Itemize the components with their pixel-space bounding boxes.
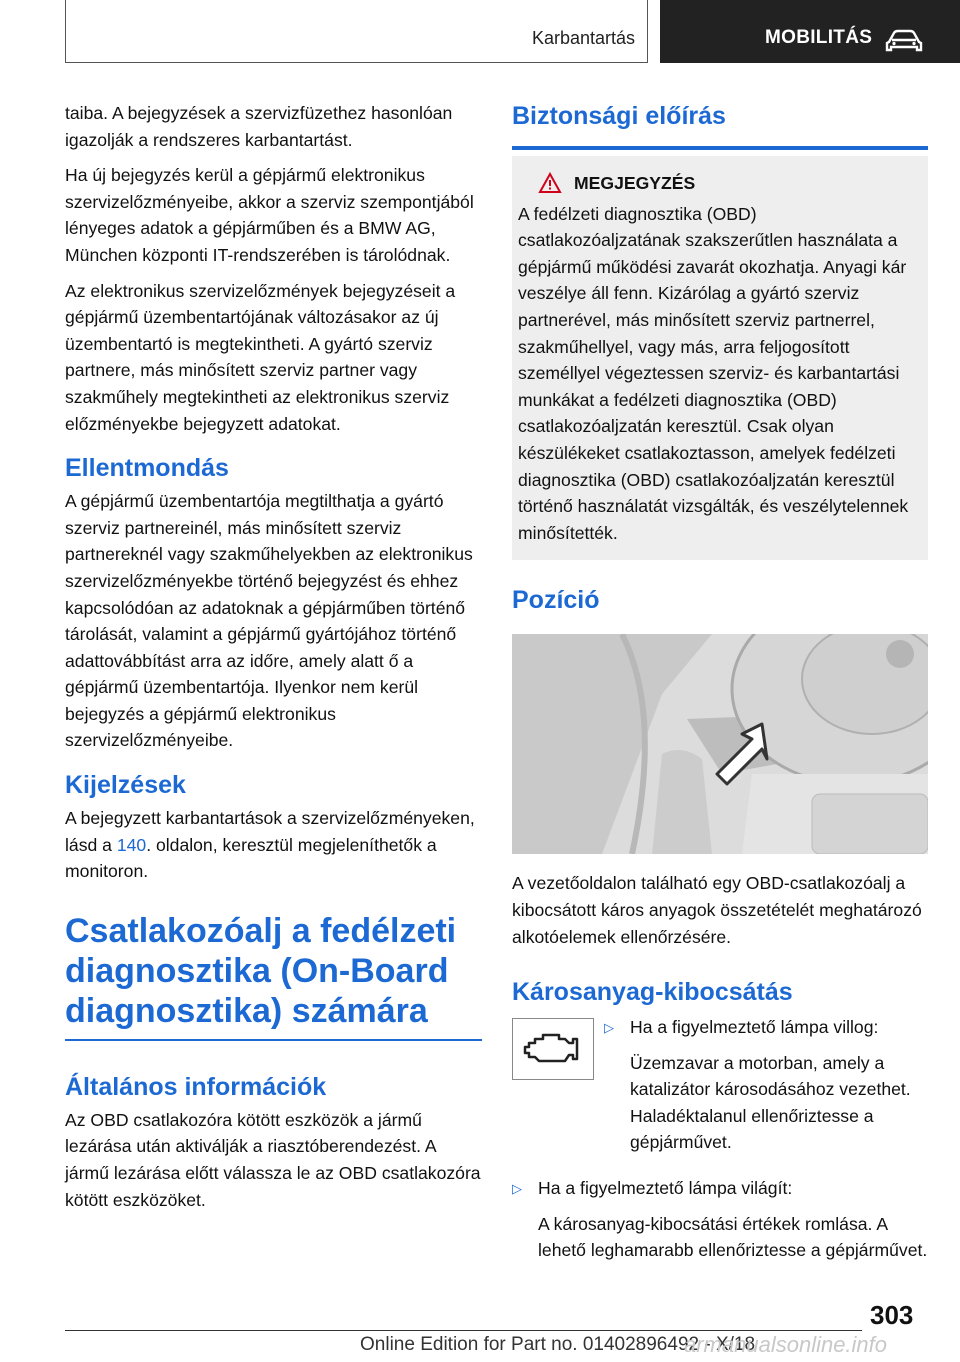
bullet-text: Üzemzavar a motorban, amely a katalizátor károsodásához vezethet. Haladéktalanul ellenőriztesse a gépjárművet. [630, 1052, 911, 1153]
obd-location-photo [512, 634, 928, 854]
check-engine-icon [512, 1018, 594, 1080]
heading-kijelzesek: Kijelzések [65, 771, 186, 800]
notice-box [512, 156, 928, 560]
header-section-box [65, 0, 648, 63]
paragraph: A gépjármű üzembentartója megtilthatja a gyártó szerviz partnereinél, más minősített szerviz partnereknél vagy szakműhelyekben az elektronikus szervizelőzményekbe történő bejegyzést és ehhez kapcsolódóan az adatoknak a gépjárműben történő tárolását, valamint a gépjármű gyártójához történő adattovábbítást arra az időre, amely alatt ő a gépjármű üzembentartója. Ilyenkor nem kerül bejegyzés a gépjármű elektronikus szervizelőzményeibe. [65, 491, 473, 751]
bullet-title: Ha a figyelmeztető lámpa villog: [630, 1017, 879, 1038]
text: . oldalon, keresztül megjeleníthetők a monitoron. [65, 834, 437, 882]
paragraph-with-link [65, 805, 482, 885]
header-chapter-box [660, 0, 960, 63]
left-column [65, 100, 482, 1222]
heading-ellentmondas: Ellentmondás [65, 454, 229, 483]
heading-rule [65, 1039, 482, 1041]
chapter-heading: Csatlakozóalj a fedélzeti diagnosztika (On-Board diagnosztika) számára [65, 911, 457, 1030]
emission-block [512, 1014, 928, 1165]
heading-karosanyag: Károsanyag-kibocsátás [512, 978, 793, 1007]
heading-rule [512, 146, 928, 150]
paragraph: Ha új bejegyzés kerül a gépjármű elektronikus szervizelőzményeibe, akkor a szerviz szempontjából lényeges adatok a gépjárműben és a BMW AG, München központi IT-rendszerében is tárolódnak. [65, 165, 474, 265]
heading-pozicio: Pozíció [512, 586, 600, 615]
bullet-text: A károsanyag-kibocsátási értékek romlása. A lehető leghamarabb ellenőriztesse a gépjárművet. [538, 1213, 928, 1261]
watermark: armanualsonline.info [684, 1332, 888, 1357]
triangle-bullet-icon: ▷ [512, 1181, 522, 1197]
car-icon [884, 28, 924, 54]
page-number: 303 [870, 1300, 914, 1330]
notice-text: A fedélzeti diagnosztika (OBD) csatlakozóaljzatának szakszerűtlen használata a gépjármű működési zavarát okozhatja. Anyagi kár veszélye áll fenn. Kizárólag a gyártó szerviz partnerével, más minősített szerviz partnerrel, szakműhellyel, vagy más, arra feljogosított személlyel végeztessen szerviz- és karbantartási munkákat a fedélzeti diagnosztika (OBD) csatlakozóaljzatán keresztül. Csak olyan készülékeket csatlakoztasson, amelyek fedélzeti diagnosztika (OBD) csatlakozóaljzatán keresztül történő használatát vizsgálták, és veszélytelennek minősítették. [518, 203, 909, 543]
bullet-content [604, 1014, 928, 1165]
bullet-item [512, 1175, 928, 1203]
right-column [512, 100, 928, 1264]
footer-edition: Online Edition for Part no. 01402896492 - X/18 [360, 1334, 756, 1355]
notice-title: MEGJEGYZÉS [574, 173, 696, 193]
notice-header [518, 170, 922, 197]
warning-icon [538, 172, 562, 194]
header-chapter-title: MOBILITÁS [765, 27, 873, 48]
triangle-bullet-icon: ▷ [604, 1020, 614, 1036]
paragraph: Az elektronikus szervizelőzmények bejegyzéseit a gépjármű üzembentartójának változásakor az új üzembentartó is megtekintheti. A gyártó szerviz partnere, más minősített szerviz partner vagy szakműhely megtekintheti az elektronikus szerviz előzményekbe bejegyzett adatokat. [65, 280, 456, 434]
paragraph: A vezetőoldalon található egy OBD-csatlakozóalj a kibocsátott káros anyagok összetételét meghatározó alkotóelemek ellenőrzésére. [512, 873, 922, 947]
paragraph: taiba. A bejegyzések a szervizfüzethez hasonlóan igazolják a rendszeres karbantartást. [65, 103, 453, 150]
header-section-title: Karbantartás [531, 28, 635, 48]
bullet-item [604, 1014, 928, 1042]
page-link[interactable]: 140 [116, 834, 147, 855]
heading-biztonsagi: Biztonsági előírás [512, 102, 726, 130]
footer-rule [65, 1330, 862, 1331]
heading-altalanos: Általános információk [65, 1072, 327, 1101]
bullet-title: Ha a figyelmeztető lámpa világít: [538, 1178, 793, 1199]
paragraph: Az OBD csatlakozóra kötött eszközök a jármű lezárása után aktiválják a riasztóberendezést. A jármű lezárása előtt válassza le az OBD csatlakozóra kötött eszközöket. [65, 1109, 481, 1210]
text: A bejegyzett karbantartások a szervizelőzményeken, lásd a [65, 808, 475, 855]
